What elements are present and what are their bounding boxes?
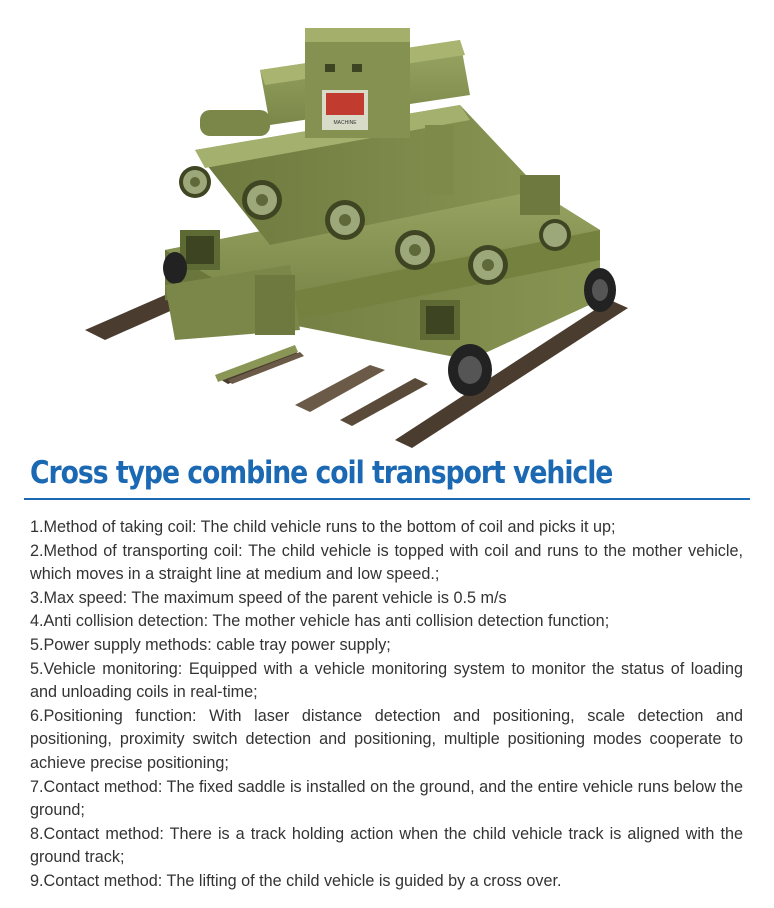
spec-item: 6.Positioning function: With laser distance detection and positioning, scale detection and positioning, proximity switch detection and positioning, multiple positioning modes cooperate to achieve precise positioning; [30,706,743,772]
coil-transport-vehicle-image [0,0,774,450]
spec-item: 7.Contact method: The fixed saddle is installed on the ground, and the entire vehicle runs below the ground; [30,777,743,820]
spec-item: 9.Contact method: The lifting of the child vehicle is guided by a cross over. [30,871,562,890]
title-divider [24,498,750,500]
product-illustration [0,0,774,450]
spec-item: 5.Vehicle monitoring: Equipped with a vehicle monitoring system to monitor the status of loading and unloading coils in real-time; [30,659,743,702]
spec-item: 2.Method of transporting coil: The child vehicle is topped with coil and runs to the mother vehicle, which moves in a straight line at medium and low speed.; [30,541,743,584]
title-block [30,452,750,494]
spec-item: 5.Power supply methods: cable tray power supply; [30,635,391,654]
spec-item: 4.Anti collision detection: The mother vehicle has anti collision detection function; [30,612,610,631]
spec-list [30,516,743,894]
machine-plate-label: MACHINE [333,120,357,126]
spec-item: 3.Max speed: The maximum speed of the parent vehicle is 0.5 m/s [30,588,507,607]
spec-item: 1.Method of taking coil: The child vehicle runs to the bottom of coil and picks it up; [30,518,616,536]
spec-item: 8.Contact method: There is a track holding action when the child vehicle track is aligned with the ground track; [30,824,743,867]
page-title: Cross type combine coil transport vehicle [30,455,613,491]
